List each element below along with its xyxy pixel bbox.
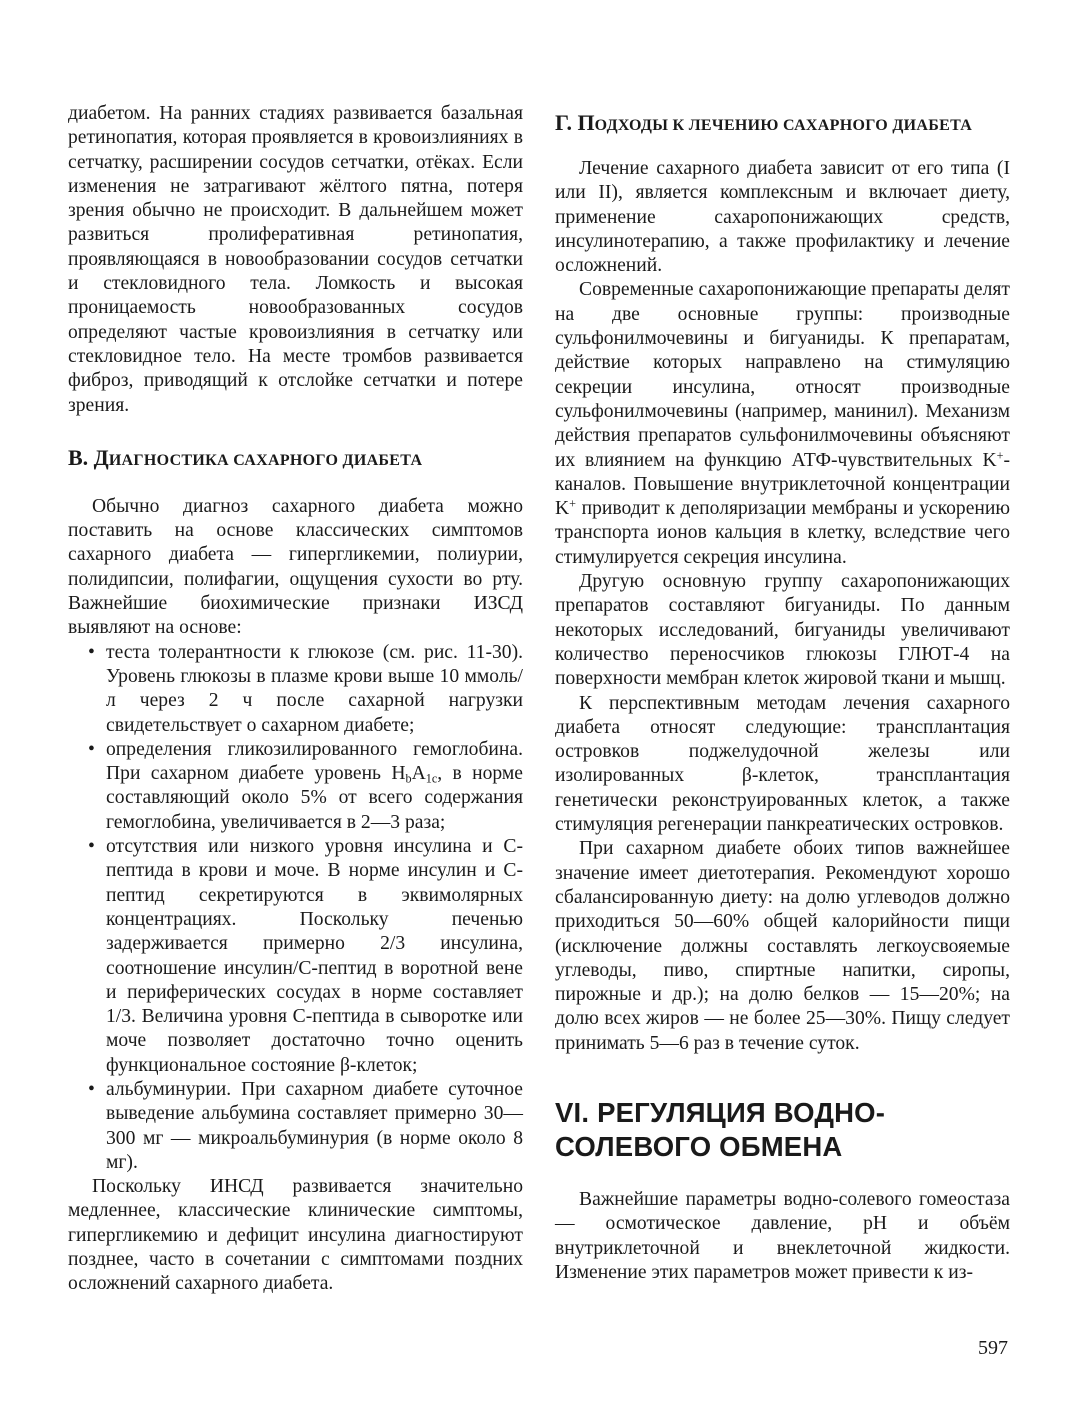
paragraph-diagnosis: Обычно диагноз сахарного диабета можно поставить на основе классических симптомов сахарного диабета — гипергликемии, полиурии, полидипсии, полифагии, ощущения сухости во рту. Важнейшие биохимические признаки ИЗСД выявляют на основе: <box>68 495 523 639</box>
paragraph-insd: Поскольку ИНСД развивается значительно медленнее, классические клинические симптомы, гипергликемию и дефицит инсулина диагностируют позднее, часто в сочетании с симптомами поздних осложнений сахарного диабета. <box>68 1176 523 1295</box>
superscript-plus-2: + <box>569 496 577 511</box>
list-item-glucose-tolerance: • теста толерантности к глюкозе (см. рис. 11-30). Уровень глюкозы в плазме крови выше 10 ммоль/л через 2 ч после сахарной нагрузки свидетельствует о сахарном диабете; <box>106 641 523 738</box>
paragraph-sulfonylurea-a: Современные сахаропонижающие препараты делят на две основные группы: производные сульфонилмочевины и бигуаниды. К препаратам, действие которых направлено на стимуляцию секреции инсулина, относят производные сульфонилмочевины (например, манинил). Механизм действия препаратов сульфонилмочевины объясняют их влиянием на функцию АТФ-чувствительных K <box>555 279 1010 471</box>
heading-diagnostics-letter: В. Д <box>68 444 109 470</box>
left-column <box>68 102 523 1297</box>
paragraph-homeostasis: Важнейшие параметры водно-солевого гомеостаза — осмотическое давление, pH и объём внутриклеточной и внеклеточной жидкости. Изменение этих параметров может привести к из- <box>555 1188 1010 1283</box>
list-item-glycated-hemoglobin-text-b: , в норме составляющий около 5% от всего содержания гемоглобина, увеличивается в 2—3 раза; <box>106 763 523 833</box>
heading-water-salt-line1: VI. РЕГУЛЯЦИЯ ВОДНО- <box>555 1096 886 1128</box>
list-item-insulin-c-peptide: • отсутствия или низкого уровня инсулина и С-пептида в крови и моче. В норме инсулин и С-пептид секретируются в эквимолярных концентрациях. Поскольку печенью задерживается примерно 2/3 инсулина, соотношение инсулин/С-пептид в воротной вене и периферических сосудах в норме составляет 1/3. Величина уровня С-пептида в сыворотке или моче позволяет достаточно точно оценить функциональное состояние β-клеток; <box>106 835 523 1078</box>
list-item-glycated-hemoglobin-text-a: определения гликозилированного гемоглобина. При сахарном диабете уровень H <box>106 738 523 785</box>
subscript-1c: 1c <box>425 771 438 786</box>
heading-water-salt-line2: СОЛЕВОГО ОБМЕНА <box>555 1130 843 1162</box>
paragraph-sulfonylurea-b: -каналов. Повышение внутриклеточной концентрации K <box>555 449 1010 520</box>
list-item-glycated-hemoglobin-text-mid: A <box>411 763 426 785</box>
paragraph-biguanides: Другую основную группу сахаропонижающих препаратов составляют бигуаниды. По данным некоторых исследований, бигуаниды увеличивают количество переносчиков глюкозы ГЛЮТ-4 на поверхности мембран клеток жировой ткани и мышц. <box>555 571 1010 690</box>
paragraph-diet-therapy: При сахарном диабете обоих типов важнейшее значение имеет диетотерапия. Рекомендуют хорошо сбалансированную диету: на долю углеводов должно приходиться 50—60% общей калорийности пищи (исключение должны составлять легкоусвояемые углеводы, пиво, спиртные напитки, сиропы, пирожные и др.); на долю белков — 15—20%; на долю всех жиров — не более 25—30%. Пищу следует принимать 5—6 раз в течение суток. <box>555 838 1010 1054</box>
list-item-albuminuria: • альбуминурии. При сахарном диабете суточное выведение альбумина составляет примерно 30—300 мг — микроальбуминурия (в норме около 8 мг). <box>106 1078 523 1175</box>
heading-diagnostics <box>68 444 523 475</box>
paragraph-sulfonylurea <box>555 278 1010 570</box>
page-number: 597 <box>978 1337 1008 1359</box>
paragraph-perspective-methods: К перспективным методам лечения сахарного диабета относят следующие: трансплантация островков поджелудочной железы или изолированных β-клеток, трансплантация генетически реконструированных клеток, а также стимуляция регенерации панкреатических островков. <box>555 692 1010 836</box>
superscript-plus-1: + <box>996 447 1004 462</box>
heading-treatment <box>555 108 1010 141</box>
paragraph-retinopathy: диабетом. На ранних стадиях развивается базальная ретинопатия, которая проявляется в кровоизлияниях в сетчатку, расширении сосудов сетчатки, отёках. Если изменения не затрагивают жёлтого пятна, потеря зрения обычно не происходит. В дальнейшем может развиться пролиферативная ретинопатия, проявляющаяся в новообразовании сосудов сетчатки и стекловидного тела. Ломкость и высокая проницаемость новообразованных сосудов определяют частые кровоизлияния в сетчатку или стекловидное тело. На месте тромбов развивается фиброз, приводящий к отслойке сетчатки и потере зрения. <box>68 103 523 416</box>
subscript-b: b <box>405 771 412 786</box>
diagnostic-criteria-list <box>68 641 523 1176</box>
heading-diagnostics-rest: ИАГНОСТИКА САХАРНОГО ДИАБЕТА <box>108 451 423 469</box>
heading-treatment-letter: Г. П <box>555 110 595 135</box>
heading-water-salt-regulation <box>555 1096 1010 1164</box>
paragraph-sulfonylurea-c: приводит к деполяризации мембраны и ускорению транспорта ионов кальция в клетку, вследствие чего стимулируется секреция инсулина. <box>555 498 1010 568</box>
right-column <box>555 108 1010 1285</box>
heading-treatment-rest: ОДХОДЫ К ЛЕЧЕНИЮ САХАРНОГО ДИАБЕТА <box>594 117 973 134</box>
paragraph-treatment-intro: Лечение сахарного диабета зависит от его типа (I или II), является комплексным и включает диету, применение сахаропонижающих средств, инсулинотерапию, а также профилактику и лечение осложнений. <box>555 158 1010 277</box>
list-item-glycated-hemoglobin <box>106 738 523 835</box>
